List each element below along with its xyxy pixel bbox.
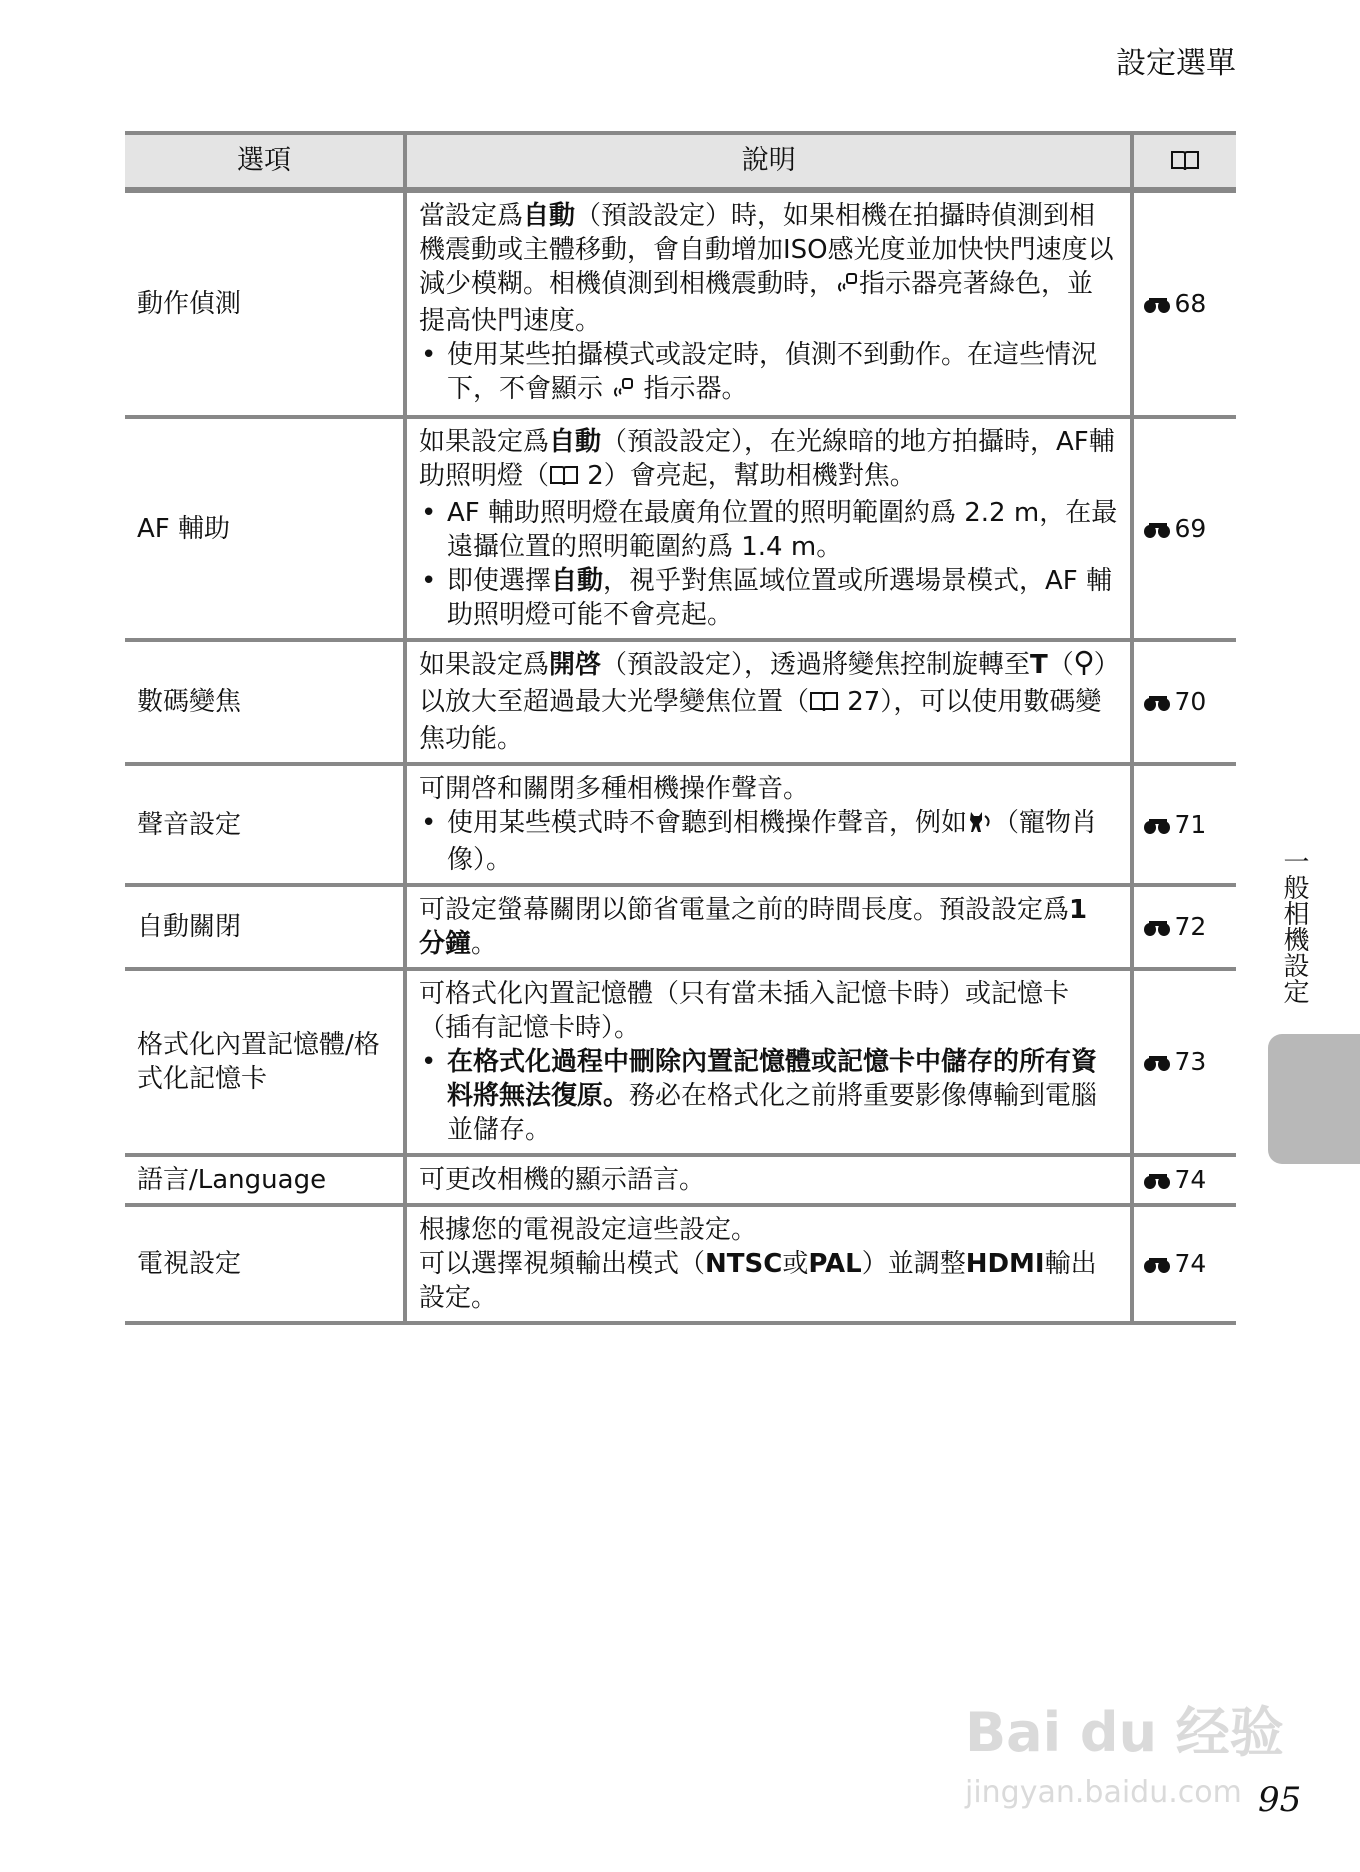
description-paragraph: [419, 977, 1118, 1045]
table-header-row: [125, 133, 1236, 190]
reference-page[interactable]: [1132, 640, 1236, 764]
text-segment: 可以選擇視頻輸出模式（: [418, 1249, 705, 1279]
text-segment: 輸出設定。: [418, 1249, 1097, 1313]
reference-page-number: 72: [1174, 912, 1207, 941]
page-number: 95: [1258, 1780, 1302, 1820]
description-paragraph: [419, 199, 1118, 338]
reference-section-icon: [1144, 918, 1174, 936]
column-header-page: [1132, 133, 1236, 190]
reference-page-number: 73: [1174, 1047, 1207, 1076]
option-description: [405, 969, 1132, 1155]
motion-detection-icon: [835, 270, 859, 304]
text-segment: （預設設定），透過將變焦控制旋轉至: [601, 650, 1031, 680]
text-segment: （預設設定）時，如果相機在拍攝時偵測到相機震動或主體移動，會自動增加ISO感光度並加快快門速度以減少模糊。相機偵測到相機震動時，: [418, 201, 1114, 299]
option-name: 語言/Language: [125, 1155, 405, 1205]
zoom-in-icon: [1074, 650, 1094, 685]
table-row: [125, 764, 1236, 885]
column-header-description: 說明: [405, 133, 1132, 190]
reference-section-icon: [1144, 1255, 1174, 1273]
reference-page[interactable]: [1132, 969, 1236, 1155]
table-row: [125, 1205, 1236, 1323]
option-name: 格式化內置記憶體/格式化記憶卡: [125, 969, 405, 1155]
emphasized-text: T: [1030, 650, 1048, 680]
option-name: 數碼變焦: [125, 640, 405, 764]
reference-section-icon: [1144, 520, 1174, 538]
text-segment: 如果設定爲: [418, 427, 549, 457]
book-icon: [809, 688, 839, 722]
option-name: AF 輔助: [125, 417, 405, 640]
reference-section-icon: [1144, 693, 1174, 711]
bullet-note: [419, 564, 1118, 632]
text-segment: ，視乎對焦區域位置或所選場景模式，AF 輔助照明燈可能不會亮起。: [446, 566, 1113, 630]
text-segment: 27），可以使用數碼變焦功能。: [418, 687, 1102, 754]
reference-page-number: 69: [1174, 513, 1207, 543]
table-row: [125, 190, 1236, 417]
text-segment: ）以放大至超過最大光學變焦位置（: [418, 650, 1107, 717]
option-description: [405, 190, 1132, 417]
text-segment: 可格式化內置記憶體（只有當未插入記憶卡時）或記憶卡（插有記憶卡時）。: [418, 979, 1069, 1043]
table-row: [125, 885, 1236, 969]
reference-page-number: 74: [1174, 1249, 1207, 1278]
option-description: [405, 1205, 1132, 1323]
text-segment: 使用某些拍攝模式或設定時，偵測不到動作。在這些情況下，不會顯示: [446, 340, 1097, 404]
description-paragraph: [419, 1163, 1118, 1197]
bullet-note: [419, 1045, 1118, 1147]
column-header-option: 選項: [125, 133, 405, 190]
option-description: [405, 417, 1132, 640]
text-segment: 。: [471, 929, 498, 959]
bullet-note: [419, 806, 1118, 877]
text-segment: （預設設定），在光線暗的地方拍攝時，AF輔助照明燈（: [418, 427, 1115, 491]
text-segment: 根據您的電視設定這些設定。: [418, 1215, 757, 1245]
section-tab[interactable]: [1268, 1034, 1360, 1164]
text-segment: 可更改相機的顯示語言。: [418, 1165, 705, 1195]
option-name: 聲音設定: [125, 764, 405, 885]
emphasized-text: 開啓: [549, 650, 602, 680]
text-segment: 指示器亮著綠色，並提高快門速度。: [418, 269, 1094, 336]
pet-portrait-icon: [967, 808, 993, 843]
motion-detection-icon: [611, 375, 635, 409]
reference-page[interactable]: [1132, 190, 1236, 417]
text-segment: 即使選擇: [446, 566, 551, 596]
emphasized-text: NTSC: [705, 1249, 783, 1279]
option-description: [405, 764, 1132, 885]
option-name: 電視設定: [125, 1205, 405, 1323]
emphasized-text: 自動: [549, 427, 602, 457]
emphasized-text: 自動: [551, 566, 604, 596]
option-name: 自動關閉: [125, 885, 405, 969]
section-side-label: 一般相機設定: [1279, 848, 1309, 1004]
table-row: [125, 969, 1236, 1155]
text-segment: 使用某些模式時不會聽到相機操作聲音，例如: [446, 808, 967, 838]
reference-section-icon: [1144, 295, 1174, 313]
text-segment: AF 輔助照明燈在最廣角位置的照明範圍約爲 2.2 m，在最遠攝位置的照明範圍約爲 1.4 m。: [446, 498, 1118, 562]
option-description: [405, 1155, 1132, 1205]
emphasized-text: HDMI: [965, 1249, 1045, 1279]
option-description: [405, 640, 1132, 764]
text-segment: （寵物肖像）。: [446, 808, 1098, 875]
text-segment: （: [1047, 650, 1074, 680]
watermark-logo: Bai du 经验: [965, 1701, 1284, 1764]
bullet-note: [419, 496, 1118, 564]
text-segment: 如果設定爲: [418, 650, 549, 680]
text-segment: 當設定爲: [418, 201, 523, 231]
emphasized-text: 在格式化過程中刪除內置記憶體或記憶卡中儲存的所有資料將無法復原。: [446, 1047, 1097, 1111]
text-segment: ）並調整: [861, 1249, 966, 1279]
text-segment: 或: [782, 1249, 809, 1279]
text-segment: 可設定螢幕關閉以節省電量之前的時間長度。預設設定爲: [418, 895, 1069, 925]
description-paragraph: [419, 893, 1118, 961]
reference-page-number: 71: [1174, 809, 1207, 839]
settings-table: [125, 131, 1236, 1325]
reference-section-icon: [1144, 1171, 1174, 1189]
reference-section-icon: [1144, 1053, 1174, 1071]
emphasized-text: PAL: [808, 1249, 862, 1279]
description-paragraph: [419, 648, 1118, 756]
bullet-note: [419, 338, 1118, 409]
reference-page[interactable]: [1132, 885, 1236, 969]
text-segment: 指示器。: [635, 374, 748, 404]
reference-page[interactable]: [1132, 417, 1236, 640]
description-paragraph: [419, 772, 1118, 806]
watermark-url: jingyan.baidu.com: [965, 1775, 1242, 1810]
book-icon: [549, 462, 579, 496]
reference-page-number: 70: [1174, 687, 1207, 716]
reference-page-number: 68: [1174, 289, 1207, 318]
description-paragraph: [419, 425, 1118, 496]
emphasized-text: 自動: [523, 201, 576, 231]
table-row: [125, 417, 1236, 640]
option-description: [405, 885, 1132, 969]
reference-page[interactable]: [1132, 764, 1236, 885]
table-row: [125, 640, 1236, 764]
table-row: [125, 1155, 1236, 1205]
option-name: 動作偵測: [125, 190, 405, 417]
reference-page[interactable]: [1132, 1205, 1236, 1323]
text-segment: 務必在格式化之前將重要影像傳輸到電腦並儲存。: [446, 1081, 1098, 1145]
book-icon: [1170, 147, 1200, 169]
description-paragraph: [419, 1213, 1118, 1247]
emphasized-text: 1 分鐘: [418, 895, 1088, 959]
text-segment: 可開啓和關閉多種相機操作聲音。: [418, 774, 809, 804]
text-segment: 2）會亮起，幫助相機對焦。: [579, 461, 916, 491]
reference-page[interactable]: [1132, 1155, 1236, 1205]
reference-page-number: 74: [1174, 1165, 1207, 1194]
reference-section-icon: [1144, 816, 1174, 834]
description-paragraph: [419, 1247, 1118, 1315]
page-title: 設定選單: [1116, 46, 1236, 81]
